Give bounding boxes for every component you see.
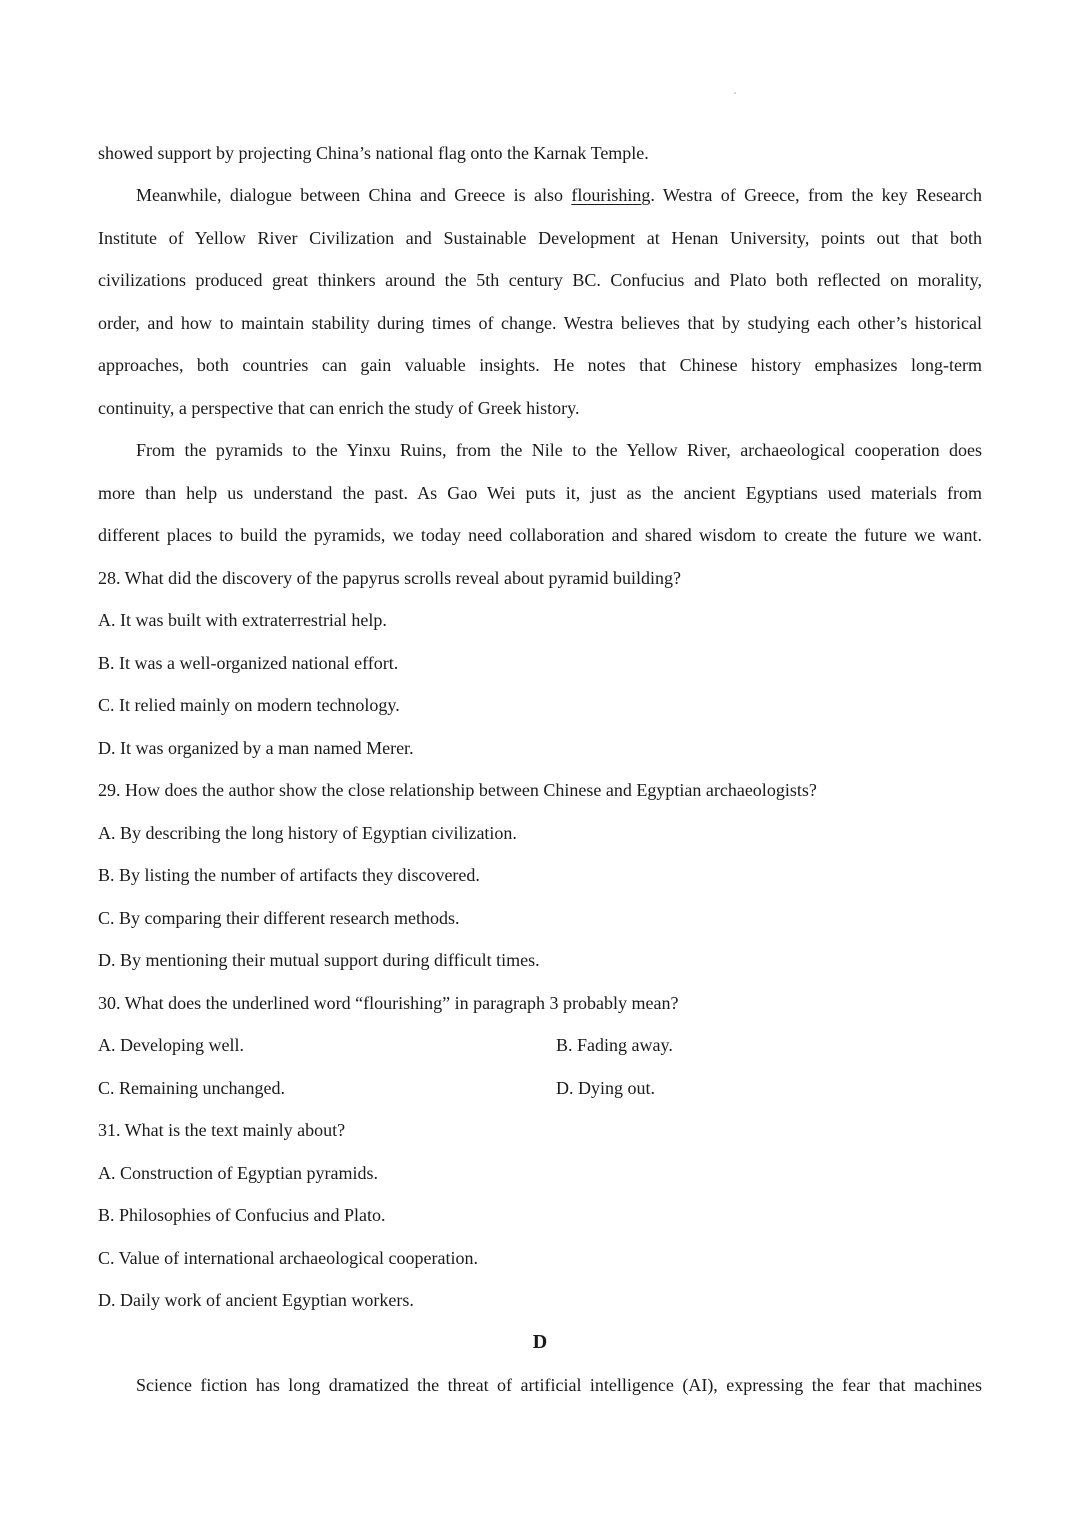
paragraph-4-line-1: From the pyramids to the Yinxu Ruins, from the Nile to the Yellow River, archaeological cooperation does	[136, 440, 982, 460]
question-29-option-b: B. By listing the number of artifacts they discovered.	[98, 865, 480, 885]
question-28-option-b: B. It was a well-organized national effort.	[98, 653, 399, 673]
question-30-option-a: A. Developing well.	[98, 1035, 244, 1055]
question-30-option-b: B. Fading away.	[556, 1035, 673, 1055]
question-31-option-b: B. Philosophies of Confucius and Plato.	[98, 1205, 386, 1225]
paragraph-3-text: . Westra of Greece, from the key Research	[650, 185, 983, 205]
question-31-option-d: D. Daily work of ancient Egyptian workers.	[98, 1290, 414, 1310]
section-d-paragraph-1-line-1: Science fiction has long dramatized the threat of artificial intelligence (AI), expressing the fear that machines	[136, 1375, 982, 1395]
question-30-row-2	[98, 1076, 982, 1100]
paragraph-3-line-5: approaches, both countries can gain valuable insights. He notes that Chinese history emphasizes long-term	[98, 355, 982, 375]
question-30-stem: 30. What does the underlined word “flourishing” in paragraph 3 probably mean?	[98, 993, 679, 1013]
scan-speck	[734, 92, 736, 94]
question-30-row-1	[98, 1033, 982, 1057]
question-29-option-d: D. By mentioning their mutual support during difficult times.	[98, 950, 540, 970]
paragraph-3-line-3: civilizations produced great thinkers around the 5th century BC. Confucius and Plato both reflected on morality,	[98, 270, 982, 290]
question-28-option-c: C. It relied mainly on modern technology.	[98, 695, 400, 715]
paragraph-3-line-4: order, and how to maintain stability during times of change. Westra believes that by studying each other’s historical	[98, 313, 982, 333]
paragraph-3-line-6: continuity, a perspective that can enrich the study of Greek history.	[98, 398, 580, 418]
paragraph-2-end: showed support by projecting China’s national flag onto the Karnak Temple.	[98, 143, 649, 163]
question-30-option-c: C. Remaining unchanged.	[98, 1078, 285, 1098]
question-29-option-a: A. By describing the long history of Egyptian civilization.	[98, 823, 517, 843]
paragraph-3-line-1	[98, 183, 982, 207]
question-31-option-c: C. Value of international archaeological cooperation.	[98, 1248, 479, 1268]
paragraph-3-text: Meanwhile, dialogue between China and Greece is also	[136, 185, 572, 205]
underlined-word-flourishing: flourishing	[571, 185, 651, 205]
question-30-option-d: D. Dying out.	[556, 1078, 655, 1098]
question-31-stem: 31. What is the text mainly about?	[98, 1120, 346, 1140]
question-29-option-c: C. By comparing their different research methods.	[98, 908, 460, 928]
question-31-option-a: A. Construction of Egyptian pyramids.	[98, 1163, 378, 1183]
question-28-option-d: D. It was organized by a man named Merer.	[98, 738, 414, 758]
question-28-option-a: A. It was built with extraterrestrial help.	[98, 610, 387, 630]
question-28-stem: 28. What did the discovery of the papyrus scrolls reveal about pyramid building?	[98, 568, 682, 588]
paragraph-4-line-2: more than help us understand the past. As Gao Wei puts it, just as the ancient Egyptians used materials from	[98, 483, 982, 503]
question-29-stem: 29. How does the author show the close relationship between Chinese and Egyptian archaeologists?	[98, 780, 817, 800]
paragraph-3-line-2: Institute of Yellow River Civilization and Sustainable Development at Henan University, points out that both	[98, 228, 982, 248]
section-d-heading: D	[532, 1331, 548, 1353]
paragraph-4-line-3: different places to build the pyramids, we today need collaboration and shared wisdom to create the future we want.	[98, 525, 982, 545]
